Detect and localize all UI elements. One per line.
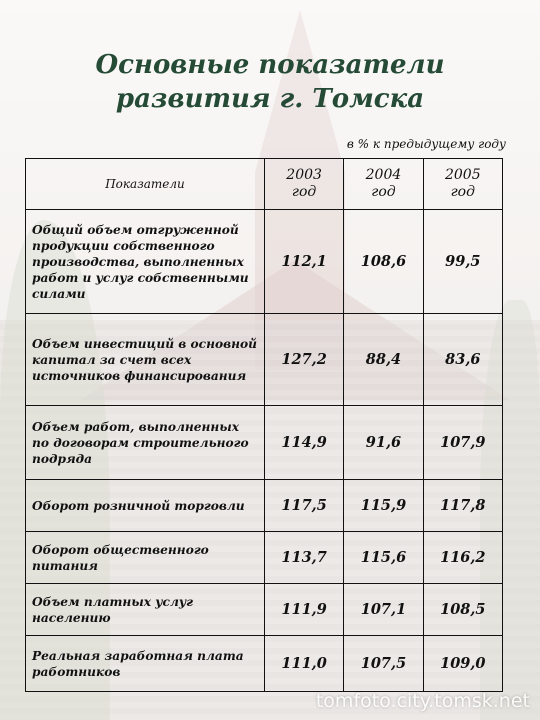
table-header-row xyxy=(26,159,503,210)
row-value-2004: 108,6 xyxy=(344,210,423,314)
row-value-2004: 88,4 xyxy=(344,314,423,406)
row-indicator: Объем платных услуг населению xyxy=(26,584,265,636)
row-value-2003: 111,0 xyxy=(264,636,343,692)
header-year-2003 xyxy=(264,159,343,210)
row-indicator: Оборот общественного питания xyxy=(26,532,265,584)
row-value-2005: 83,6 xyxy=(423,314,502,406)
row-value-2003: 127,2 xyxy=(264,314,343,406)
header-year: 2004 xyxy=(365,167,402,183)
table-row xyxy=(26,210,503,314)
indicators-table xyxy=(25,158,503,692)
row-indicator: Оборот розничной торговли xyxy=(26,480,265,532)
header-year-unit: год xyxy=(371,184,396,200)
table-row xyxy=(26,532,503,584)
row-indicator: Общий объем отгруженной продукции собственного производства, выполненных работ и услуг собственными силами xyxy=(26,210,265,314)
header-year-unit: год xyxy=(450,184,475,200)
row-value-2005: 99,5 xyxy=(423,210,502,314)
row-value-2005: 107,9 xyxy=(423,406,502,480)
header-indicator: Показатели xyxy=(26,159,265,210)
table-row xyxy=(26,636,503,692)
row-value-2005: 108,5 xyxy=(423,584,502,636)
row-value-2005: 116,2 xyxy=(423,532,502,584)
header-year: 2005 xyxy=(444,167,481,183)
row-value-2004: 107,1 xyxy=(344,584,423,636)
page-title-line-2: развития г. Томска xyxy=(115,84,425,114)
header-year-2004 xyxy=(344,159,423,210)
header-year-unit: год xyxy=(291,184,317,200)
row-value-2003: 113,7 xyxy=(264,532,343,584)
row-value-2003: 112,1 xyxy=(264,210,343,314)
row-value-2004: 91,6 xyxy=(344,406,423,480)
header-year: 2003 xyxy=(286,167,322,183)
row-value-2003: 117,5 xyxy=(264,480,343,532)
page-title xyxy=(0,48,540,116)
row-indicator: Объем работ, выполненных по договорам строительного подряда xyxy=(26,406,265,480)
table-row xyxy=(26,406,503,480)
header-year-2005 xyxy=(423,159,502,210)
row-value-2004: 115,6 xyxy=(344,532,423,584)
row-indicator: Реальная заработная плата работников xyxy=(26,636,265,692)
table-row xyxy=(26,584,503,636)
watermark: tomfoto.city.tomsk.net xyxy=(315,690,530,712)
units-note: в % к предыдущему году xyxy=(346,137,506,151)
row-value-2004: 115,9 xyxy=(344,480,423,532)
table-row xyxy=(26,480,503,532)
row-value-2004: 107,5 xyxy=(344,636,423,692)
row-indicator: Объем инвестиций в основной капитал за счет всех источников финансирования xyxy=(26,314,265,406)
row-value-2003: 111,9 xyxy=(264,584,343,636)
table-row xyxy=(26,314,503,406)
row-value-2005: 109,0 xyxy=(423,636,502,692)
page-title-line-1: Основные показатели xyxy=(95,50,445,80)
row-value-2003: 114,9 xyxy=(264,406,343,480)
row-value-2005: 117,8 xyxy=(423,480,502,532)
